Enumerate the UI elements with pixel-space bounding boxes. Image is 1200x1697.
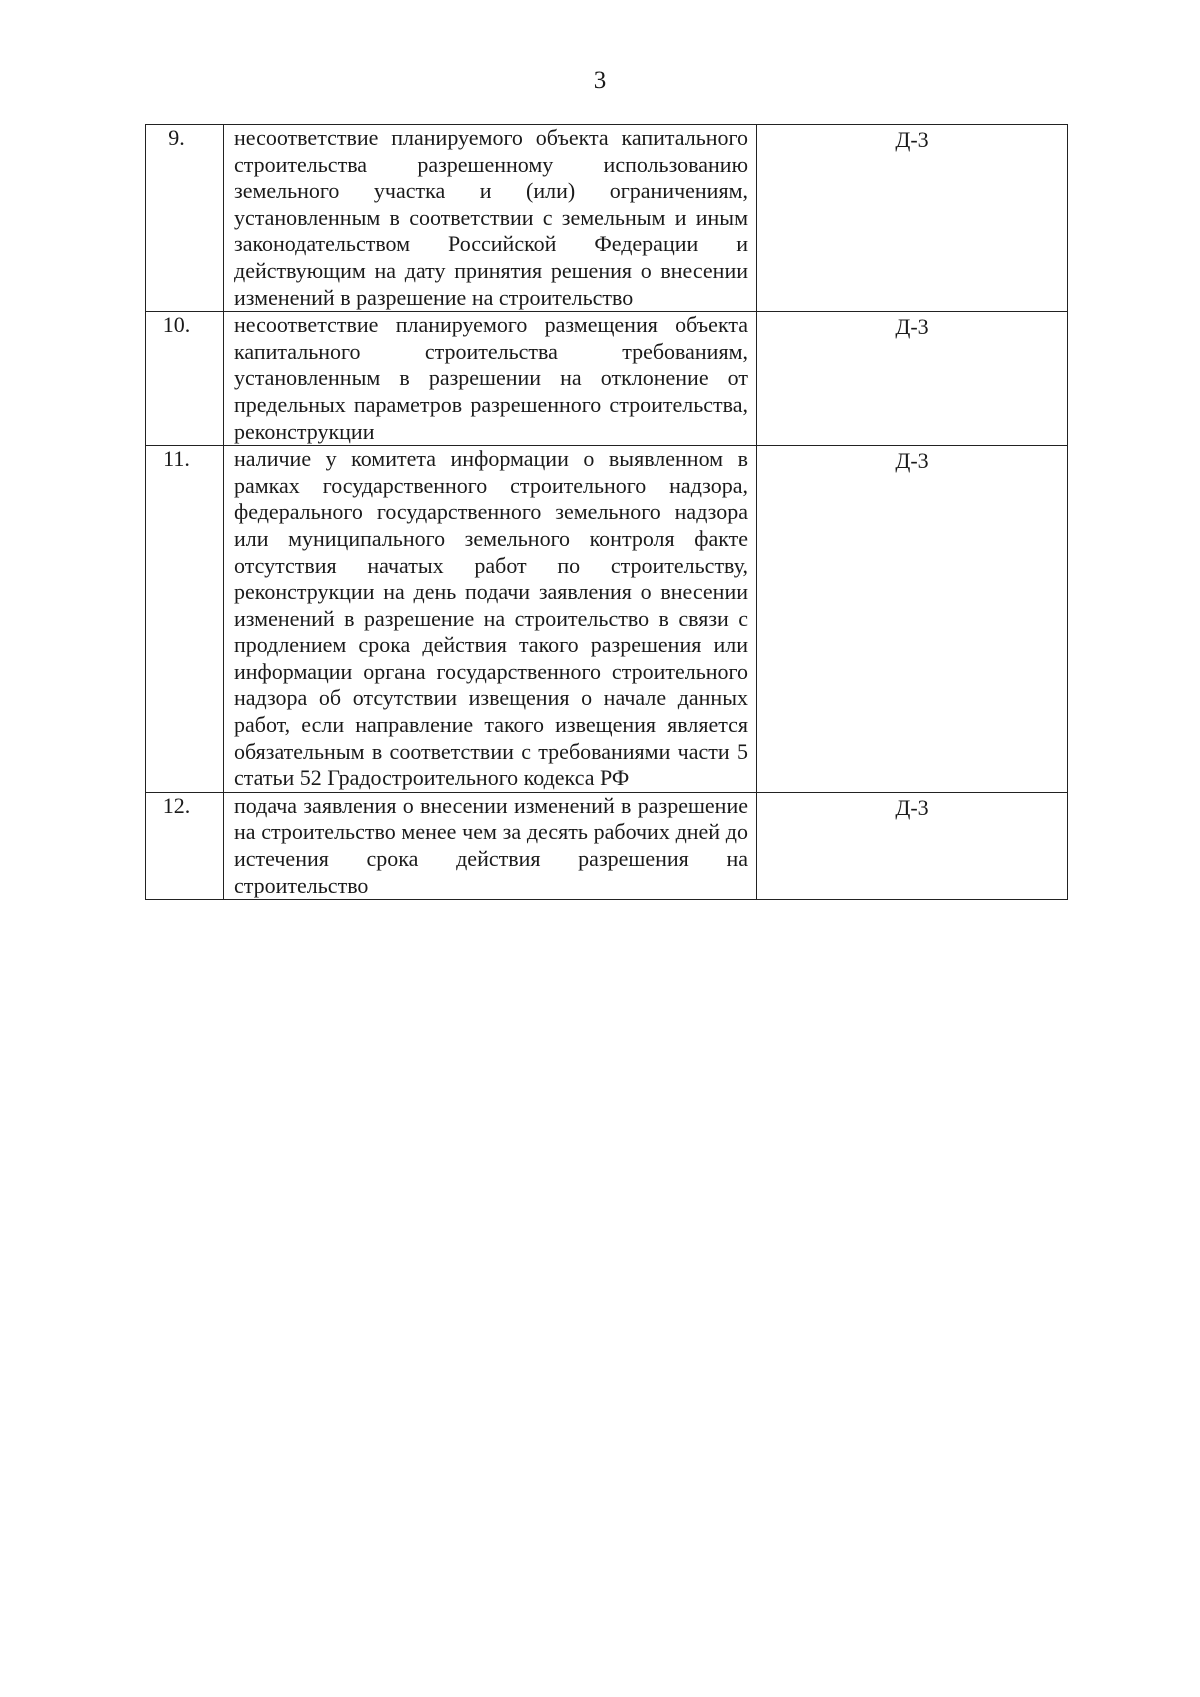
table-row — [146, 312, 1068, 446]
table-row — [146, 446, 1068, 793]
table-row — [146, 125, 1068, 312]
row-description: несоответствие планируемого объекта капитального строительства разрешенному использованию земельного участка и (или) ограничениям, установленным в соответствии с земельным и иным законодательством Российской Федерации и действующим на дату принятия решения о внесении изменений в разрешение на строительство — [224, 125, 757, 312]
row-description: наличие у комитета информации о выявленном в рамках государственного строительного надзора, федерального государственного земельного надзора или муниципального земельного контроля факте отсутствия начатых работ по строительству, реконструкции на день подачи заявления о внесении изменений в разрешение на строительство в связи с продлением срока действия такого разрешения или информации органа государственного строительного надзора об отсутствии извещения о начале данных работ, если направление такого извещения является обязательным в соответствии с требованиями части 5 статьи 52 Градостроительного кодекса РФ — [224, 446, 757, 793]
row-code: Д-3 — [757, 125, 1068, 312]
row-number: 12. — [146, 792, 224, 899]
table-row — [146, 792, 1068, 899]
row-number: 10. — [146, 312, 224, 446]
page-number: 3 — [593, 67, 607, 94]
refusal-grounds-table — [145, 124, 1068, 900]
row-description: подача заявления о внесении изменений в разрешение на строительство менее чем за десять рабочих дней до истечения срока действия разрешения на строительство — [224, 792, 757, 899]
row-description: несоответствие планируемого размещения объекта капитального строительства требованиям, установленным в разрешении на отклонение от предельных параметров разрешенного строительства, реконструкции — [224, 312, 757, 446]
row-code: Д-3 — [757, 792, 1068, 899]
row-code: Д-3 — [757, 446, 1068, 793]
row-code: Д-3 — [757, 312, 1068, 446]
row-number: 9. — [146, 125, 224, 312]
row-number: 11. — [146, 446, 224, 793]
